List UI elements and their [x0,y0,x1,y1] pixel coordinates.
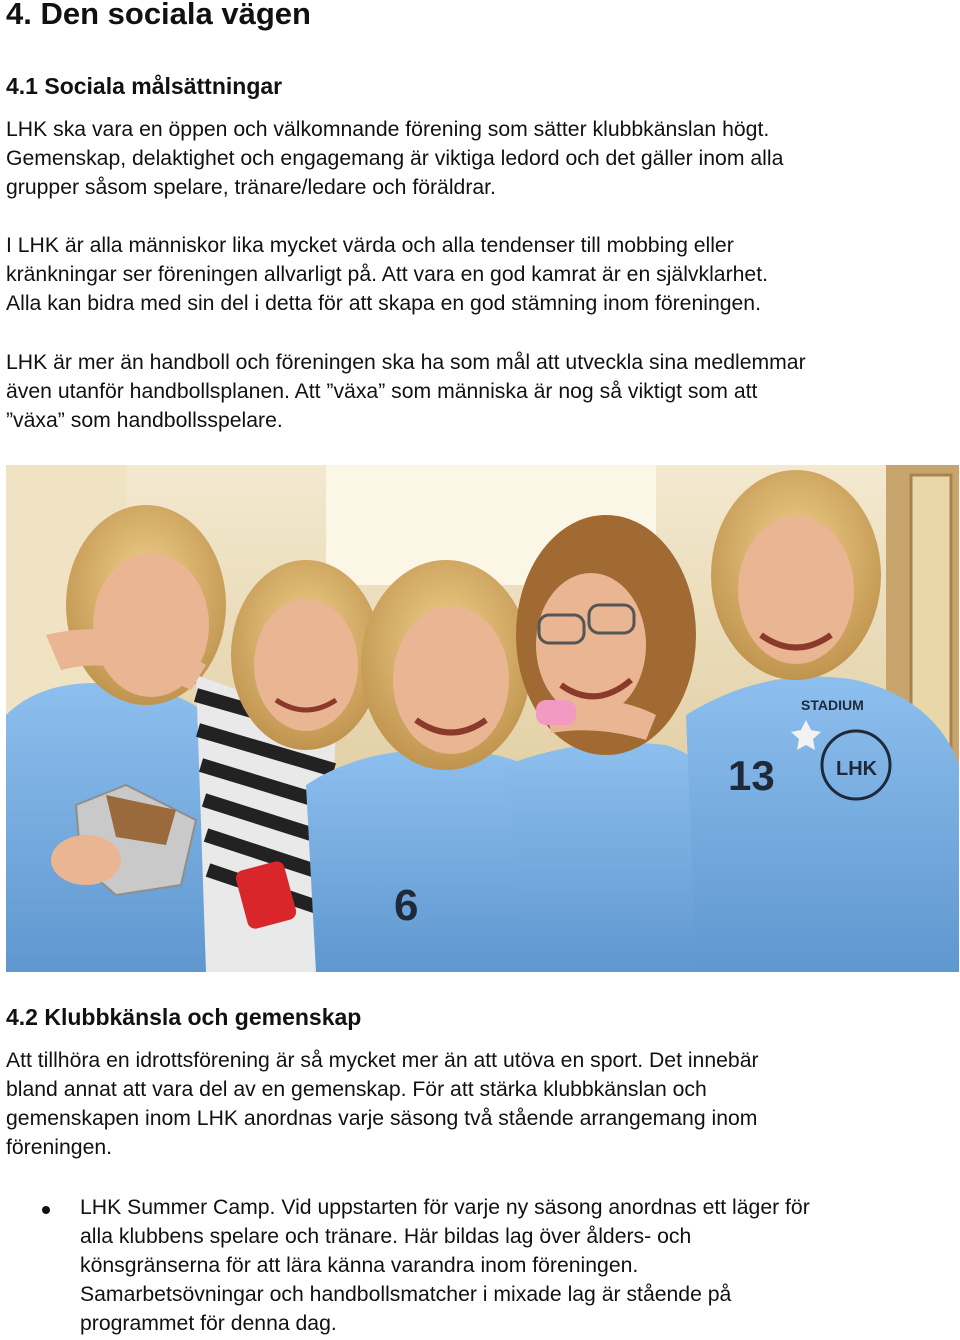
paragraph-line: föreningen. [6,1136,113,1159]
subsection-title-club-spirit: 4.2 Klubbkänsla och gemenskap [6,1004,362,1030]
bullet-line: Samarbetsövningar och handbollsmatcher i mixade lag är stående på [80,1283,732,1306]
bullet-text [80,1193,810,1338]
paragraph-line: I LHK är alla människor lika mycket värda och alla tendenser till mobbing eller [6,234,734,257]
shirt-number-6: 6 [394,881,419,930]
paragraph-line: LHK är mer än handboll och föreningen ska ha som mål att utveckla sina medlemmar [6,351,806,374]
paragraph-line: Att tillhöra en idrottsförening är så mycket mer än att utöva en sport. Det innebär [6,1049,759,1072]
shirt-number-13: 13 [728,752,775,799]
bullet-line: könsgränserna för att lära känna varandra inom föreningen. [80,1254,639,1277]
team-photo [6,465,959,972]
paragraph-welcoming-club [6,115,960,202]
bullet-dot-icon [42,1206,50,1214]
subsection-title-social-goals: 4.1 Sociala målsättningar [6,73,283,99]
bullet-line: programmet för denna dag. [80,1312,337,1335]
paragraph-more-than-handball [6,348,960,435]
bullet-line: LHK Summer Camp. Vid uppstarten för varje ny säsong anordnas ett läger för [80,1196,810,1219]
paragraph-line: Alla kan bidra med sin del i detta för att skapa en god stämning inom föreningen. [6,292,761,315]
bullet-line: alla klubbens spelare och tränare. Här bildas lag över ålders- och [80,1225,692,1248]
shirt-brand-text: STADIUM [801,697,864,713]
paragraph-line: bland annat att vara del av en gemenskap. För att stärka klubbkänslan och [6,1078,707,1101]
paragraph-club-membership [6,1046,960,1162]
section-title: 4. Den sociala vägen [6,0,311,31]
team-photo-illustration [6,465,959,972]
paragraph-anti-bullying [6,231,960,318]
paragraph-line: LHK ska vara en öppen och välkomnande förening som sätter klubbkänslan högt. [6,118,770,141]
paragraph-line: grupper såsom spelare, tränare/ledare och föräldrar. [6,176,496,199]
paragraph-line: Gemenskap, delaktighet och engagemang är viktiga ledord och det gäller inom alla [6,147,784,170]
paragraph-line: kränkningar ser föreningen allvarligt på. Att vara en god kamrat är en självklarhet. [6,263,768,286]
paragraph-line: även utanför handbollsplanen. Att ”växa” som människa är nog så viktigt som att [6,380,758,403]
paragraph-line: ”växa” som handbollsspelare. [6,409,283,432]
lhk-badge-text: LHK [836,758,878,780]
paragraph-line: gemenskapen inom LHK anordnas varje säsong två stående arrangemang inom [6,1107,758,1130]
